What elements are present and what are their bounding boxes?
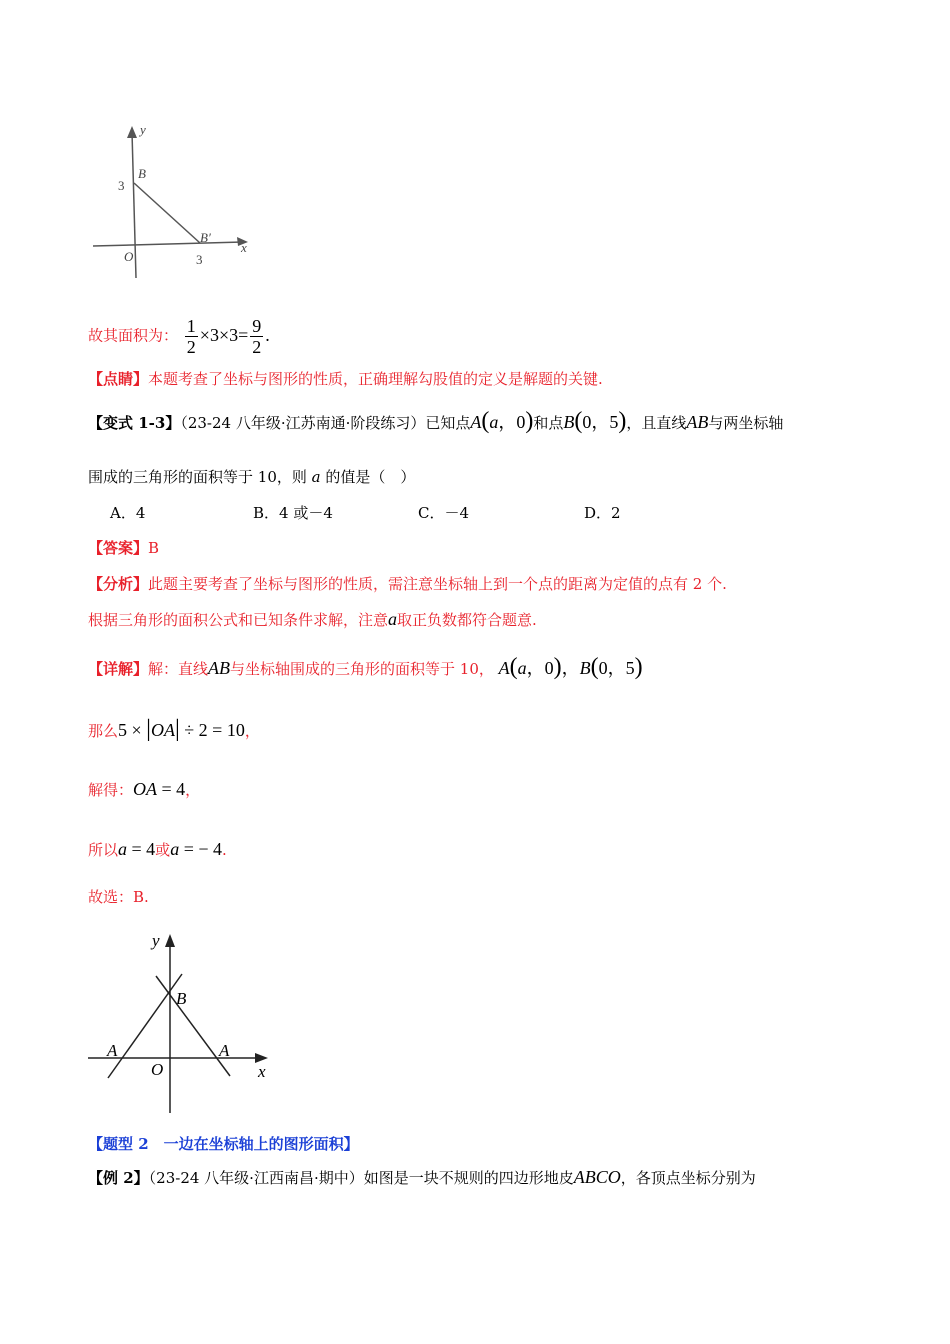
step2-oa: OA (133, 779, 158, 799)
point-b2-label: B′ (200, 230, 211, 245)
detail-point-b: B (579, 658, 591, 678)
step3-end: . (222, 841, 227, 859)
detail-coord-a: a (517, 658, 527, 678)
coord-zero-b: 0 (582, 412, 592, 432)
step4-text: 故选：B. (88, 888, 149, 906)
fraction-half (185, 316, 198, 357)
analysis-line-2 (88, 608, 537, 631)
fraction-num: 1 (186, 316, 196, 336)
step1-end: ， (244, 722, 260, 740)
example-abco: ABCO (573, 1167, 621, 1187)
x-axis (93, 242, 243, 246)
step3-e1: = 4 (127, 839, 156, 859)
analysis-line2-post: 取正负数都符合题意. (397, 611, 537, 629)
area-line (88, 316, 270, 357)
area-end: . (265, 324, 270, 345)
point-a-name: A (470, 412, 482, 432)
question-line2-pre: 围成的三角形的面积等于 10，则 (88, 468, 312, 486)
detail-sep: ， (526, 658, 545, 678)
x-axis-label: x (241, 240, 247, 255)
coord-sep-b: ， (591, 412, 610, 432)
step2-expr: = 4 (157, 779, 186, 799)
origin-label: O (124, 249, 134, 264)
origin-label: O (151, 1060, 164, 1079)
answer-line (88, 537, 159, 559)
step2-pre: 解得： (88, 781, 134, 799)
step1-pre: 那么 (88, 722, 119, 740)
analysis-line2-pre: 根据三角形的面积公式和已知条件求解，注意 (88, 611, 389, 629)
step1-oa: OA (150, 720, 175, 740)
and-point: 和点 (533, 414, 564, 432)
detail-point-a: A (498, 658, 510, 678)
section-tag: 【题型 2 一边在坐标轴上的图形面积】 (88, 1135, 359, 1153)
question-line2-post: 的值是（ ） (320, 468, 416, 486)
detail-zero-b: 0 (598, 658, 608, 678)
segment-bb2 (134, 183, 200, 243)
options-row (110, 502, 710, 524)
figure-two-lines-diagram (88, 928, 288, 1118)
option-b[interactable]: B．4 或－4 (253, 504, 333, 522)
step3-or: 或 (155, 841, 171, 859)
point-a-left-label: A (107, 1041, 118, 1060)
analysis-tag: 【分析】 (88, 575, 149, 593)
detail-zero: 0 (544, 658, 554, 678)
answer-value: B (148, 539, 160, 557)
fraction-nine-half (250, 316, 263, 357)
dianjing-tag: 【点睛】 (88, 370, 149, 388)
option-d[interactable]: D．2 (584, 504, 621, 522)
area-prefix: 故其面积为： (88, 326, 179, 345)
question-source: （23-24 八年级·江苏南通·阶段练习）已知点 (180, 414, 471, 432)
x-axis-label: x (258, 1062, 266, 1081)
step3-a2: a (170, 839, 180, 859)
step-1-line: 那么5 × |OA| ÷ 2 = 10， (88, 716, 260, 742)
step2-end: ， (185, 781, 201, 799)
step3-a1: a (118, 839, 128, 859)
analysis-text-1: 此题主要考查了坐标与图形的性质，需注意坐标轴上到一个点的距离为定值的点有 2 个. (148, 575, 727, 593)
analysis-var-a: a (388, 609, 398, 629)
question-rest: ，且直线 (626, 414, 687, 432)
point-b-name: B (563, 412, 575, 432)
example-2-line (88, 1166, 756, 1189)
example-text2: ，各顶点坐标分别为 (620, 1169, 756, 1187)
detail-ab: AB (208, 658, 231, 678)
dianjing-line (88, 368, 603, 390)
option-c[interactable]: C．－4 (418, 504, 470, 522)
step1-expr2: ÷ 2 = 10 (184, 720, 245, 740)
coord-zero: 0 (516, 412, 526, 432)
detail-sep-b: ， (607, 658, 626, 678)
y-axis-label: y (152, 931, 160, 950)
answer-tag: 【答案】 (88, 539, 149, 557)
step1-expr1: 5 × (118, 720, 142, 740)
point-b-label: B (176, 989, 187, 1008)
step-4-line (88, 886, 149, 908)
question-line-2 (88, 466, 415, 488)
step3-e2: = − 4 (179, 839, 222, 859)
detail-line: 【详解】解：直线AB与坐标轴围成的三角形的面积等于 10， A(a，0)，B(0，5) (88, 654, 643, 680)
question-var-a: a (311, 468, 321, 486)
detail-mid: 与坐标轴围成的三角形的面积等于 10， (230, 660, 494, 678)
coord-five: 5 (609, 412, 619, 432)
step-2-line (88, 778, 200, 801)
detail-five: 5 (625, 658, 635, 678)
y-axis-arrow (165, 934, 175, 947)
analysis-line-1 (88, 573, 727, 595)
example-text: （23-24 八年级·江西南昌·期中）如图是一块不规则的四边形地皮 (148, 1169, 574, 1187)
tick-x-label: 3 (196, 252, 203, 267)
fraction-den: 2 (252, 337, 262, 357)
line-left (108, 974, 182, 1078)
point-a-right-label: A (219, 1041, 230, 1060)
coord-sep: ， (498, 412, 517, 432)
question-rest2: 与两坐标轴 (708, 414, 784, 432)
line-right (156, 976, 230, 1076)
question-line-1: 【变式 1-3】（23-24 八年级·江苏南通·阶段练习）已知点A(a，0)和点B(0，5)，且直线AB与两坐标轴 (88, 408, 784, 434)
detail-tag: 【详解】 (88, 660, 149, 678)
section-title (88, 1133, 359, 1155)
line-ab: AB (686, 412, 709, 432)
point-b-label: B (138, 166, 146, 181)
area-mid: ×3×3= (199, 324, 249, 345)
example-tag: 【例 2】 (88, 1169, 149, 1187)
fraction-den: 2 (186, 337, 196, 357)
question-tag: 【变式 1-3】 (88, 414, 181, 432)
detail-pre: 解：直线 (148, 660, 209, 678)
y-axis-arrow (127, 126, 137, 138)
y-axis-label: y (140, 122, 146, 137)
tick-y-label: 3 (118, 178, 125, 193)
coord-a: a (489, 412, 499, 432)
step3-pre: 所以 (88, 841, 119, 859)
figure-triangle-diagram (88, 118, 263, 278)
dianjing-text: 本题考查了坐标与图形的性质，正确理解勾股值的定义是解题的关键. (148, 370, 603, 388)
fraction-num: 9 (252, 316, 262, 336)
step-3-line (88, 838, 227, 861)
option-a[interactable]: A．4 (110, 504, 146, 522)
